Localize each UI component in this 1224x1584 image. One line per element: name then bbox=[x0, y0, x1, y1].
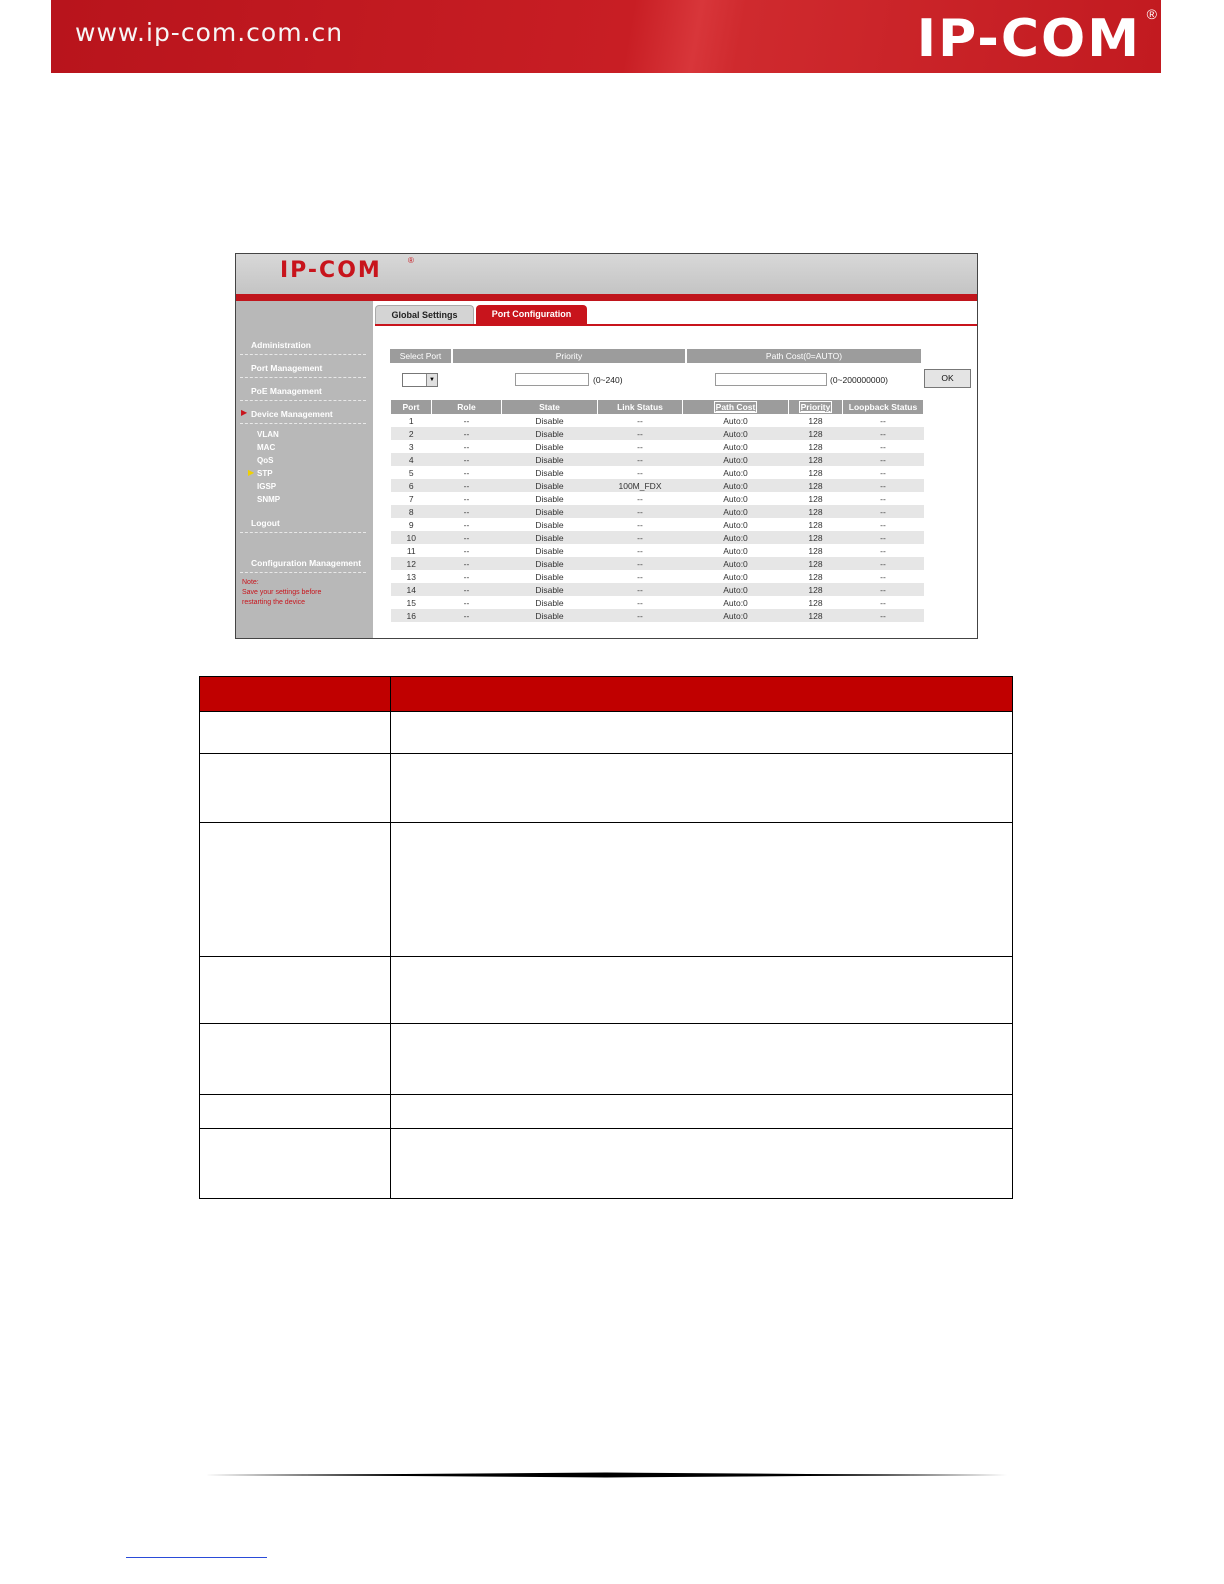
cell-port: 13 bbox=[406, 571, 416, 582]
sidebar-sub-snmp[interactable]: SNMP bbox=[257, 495, 281, 504]
cell-loopback-status: -- bbox=[880, 415, 886, 426]
divider bbox=[240, 377, 366, 378]
cell-link-status: -- bbox=[637, 545, 643, 556]
cell-state: Disable bbox=[535, 597, 564, 608]
cell-link-status: -- bbox=[637, 597, 643, 608]
cell-priority: 128 bbox=[808, 545, 823, 556]
cell-state: Disable bbox=[535, 415, 564, 426]
cell-state: Disable bbox=[502, 427, 598, 440]
cell-port: 12 bbox=[391, 557, 432, 570]
table-row bbox=[391, 505, 924, 518]
path-cost-input[interactable] bbox=[715, 373, 827, 386]
description-cell bbox=[200, 1024, 391, 1095]
cell-link-status: -- bbox=[598, 427, 683, 440]
cell-loopback-status: -- bbox=[880, 493, 886, 504]
cell-state: Disable bbox=[502, 453, 598, 466]
cell-priority: 128 bbox=[789, 479, 843, 492]
cell-link-status: -- bbox=[637, 441, 643, 452]
description-cell bbox=[391, 712, 1013, 754]
divider bbox=[240, 400, 366, 401]
cell-role: -- bbox=[463, 415, 470, 426]
cell-role: -- bbox=[463, 545, 470, 556]
cell-state: Disable bbox=[502, 583, 598, 596]
cell-loopback-status: -- bbox=[843, 531, 924, 544]
description-cell bbox=[200, 712, 391, 754]
cell-loopback-status: -- bbox=[880, 519, 886, 530]
cell-state: Disable bbox=[535, 571, 564, 582]
sidebar bbox=[236, 301, 373, 638]
cell-path-cost: Auto:0 bbox=[723, 545, 748, 556]
cell-path-cost: Auto:0 bbox=[723, 441, 748, 452]
cell-path-cost: Auto:0 bbox=[723, 571, 748, 582]
cell-link-status: -- bbox=[598, 609, 683, 622]
table-row bbox=[391, 414, 924, 427]
divider bbox=[240, 354, 366, 355]
cell-port: 7 bbox=[408, 493, 414, 504]
cell-loopback-status: -- bbox=[843, 453, 924, 466]
cell-loopback-status: -- bbox=[880, 441, 886, 452]
cell-role: -- bbox=[463, 519, 470, 530]
cell-role: -- bbox=[432, 557, 502, 570]
cell-port: 5 bbox=[408, 467, 414, 478]
cell-port: 11 bbox=[406, 545, 416, 556]
cell-link-status: -- bbox=[598, 453, 683, 466]
cell-path-cost: Auto:0 bbox=[723, 467, 748, 478]
cell-priority: 128 bbox=[789, 609, 843, 622]
path-cost-header: Path Cost(0=AUTO) bbox=[687, 349, 921, 363]
cell-priority: 128 bbox=[808, 493, 823, 504]
note-line: restarting the device bbox=[242, 599, 306, 606]
cell-role: -- bbox=[463, 493, 470, 504]
cell-role: -- bbox=[463, 597, 470, 608]
table-row bbox=[391, 596, 924, 609]
cell-path-cost: Auto:0 bbox=[683, 609, 789, 622]
table-row bbox=[391, 492, 924, 505]
table-row bbox=[391, 557, 924, 570]
ui-header bbox=[236, 254, 977, 294]
table-row bbox=[391, 440, 924, 453]
description-cell bbox=[200, 957, 391, 1024]
table-row bbox=[391, 466, 924, 479]
cell-port: 15 bbox=[406, 597, 416, 608]
sidebar-sub-qos[interactable]: QoS bbox=[257, 456, 274, 465]
select-port-header: Select Port bbox=[390, 349, 451, 363]
table-row bbox=[391, 479, 924, 492]
description-row bbox=[200, 1129, 1013, 1199]
divider bbox=[240, 423, 366, 424]
table-row bbox=[391, 544, 924, 557]
cell-state: Disable bbox=[502, 479, 598, 492]
priority-header: Priority bbox=[453, 349, 685, 363]
cell-state: Disable bbox=[535, 519, 564, 530]
sidebar-sub-igsp[interactable]: IGSP bbox=[257, 482, 277, 491]
cell-loopback-status: -- bbox=[843, 427, 924, 440]
cell-path-cost: Auto:0 bbox=[683, 583, 789, 596]
cell-role: -- bbox=[432, 453, 502, 466]
description-cell bbox=[200, 1129, 391, 1199]
divider bbox=[240, 572, 366, 573]
stp-port-config-screenshot bbox=[235, 253, 978, 639]
cell-priority: 128 bbox=[808, 597, 823, 608]
cell-priority: 128 bbox=[789, 557, 843, 570]
cell-priority: 128 bbox=[808, 415, 823, 426]
brand-logo: IP-COM bbox=[916, 9, 1141, 69]
description-cell bbox=[391, 754, 1013, 823]
cell-priority: 128 bbox=[808, 441, 823, 452]
description-cell bbox=[200, 754, 391, 823]
description-cell bbox=[200, 1095, 391, 1129]
tab-underline bbox=[375, 324, 977, 326]
column-header-role: Role bbox=[432, 400, 502, 414]
cell-port: 2 bbox=[391, 427, 432, 440]
cell-loopback-status: -- bbox=[843, 557, 924, 570]
registered-mark: ® bbox=[1146, 6, 1157, 22]
cell-path-cost: Auto:0 bbox=[723, 493, 748, 504]
cell-loopback-status: -- bbox=[880, 597, 886, 608]
cell-role: -- bbox=[463, 571, 470, 582]
cell-link-status: -- bbox=[598, 505, 683, 518]
cell-port: 14 bbox=[391, 583, 432, 596]
description-cell bbox=[391, 823, 1013, 957]
sidebar-item-poe-management[interactable]: PoE Management bbox=[251, 386, 322, 396]
sidebar-sub-vlan[interactable]: VLAN bbox=[257, 430, 279, 439]
sidebar-sub-stp[interactable]: STP bbox=[257, 469, 273, 478]
sidebar-item-configuration-management[interactable]: Configuration Management bbox=[251, 558, 362, 568]
cell-role: -- bbox=[432, 505, 502, 518]
cell-path-cost: Auto:0 bbox=[683, 453, 789, 466]
description-cell bbox=[391, 957, 1013, 1024]
description-cell bbox=[391, 1129, 1013, 1199]
description-row bbox=[200, 957, 1013, 1024]
cell-path-cost: Auto:0 bbox=[723, 415, 748, 426]
footer-link-underline[interactable] bbox=[126, 1557, 267, 1558]
column-header-path-cost[interactable] bbox=[683, 400, 789, 414]
cell-priority: 128 bbox=[808, 467, 823, 478]
column-header-port: Port bbox=[391, 400, 432, 414]
description-row bbox=[200, 712, 1013, 754]
description-table bbox=[199, 676, 1013, 1199]
description-row bbox=[200, 1095, 1013, 1129]
cell-port: 1 bbox=[408, 415, 414, 426]
cell-path-cost: Auto:0 bbox=[723, 519, 748, 530]
cell-state: Disable bbox=[535, 467, 564, 478]
column-header-link-status: Link Status bbox=[598, 400, 683, 414]
cell-role: -- bbox=[432, 531, 502, 544]
cell-path-cost: Auto:0 bbox=[723, 597, 748, 608]
cell-path-cost: Auto:0 bbox=[683, 427, 789, 440]
table-row bbox=[391, 453, 924, 466]
cell-path-cost: Auto:0 bbox=[683, 531, 789, 544]
cell-loopback-status: -- bbox=[880, 467, 886, 478]
table-row bbox=[391, 518, 924, 531]
cell-state: Disable bbox=[535, 441, 564, 452]
table-row bbox=[391, 609, 924, 622]
cell-link-status: -- bbox=[598, 583, 683, 596]
description-header-cell bbox=[391, 677, 1013, 712]
sidebar-sub-mac[interactable]: MAC bbox=[257, 443, 276, 452]
cell-state: Disable bbox=[535, 493, 564, 504]
cell-role: -- bbox=[432, 479, 502, 492]
cell-loopback-status: -- bbox=[843, 583, 924, 596]
note-line: Save your settings before bbox=[242, 589, 322, 596]
select-port-dropdown[interactable] bbox=[402, 373, 438, 387]
note-title: Note: bbox=[242, 579, 259, 586]
chevron-down-icon[interactable]: ▼ bbox=[426, 374, 437, 386]
cell-loopback-status: -- bbox=[843, 505, 924, 518]
sort-link-path-cost[interactable]: Path Cost bbox=[715, 402, 756, 412]
table-row bbox=[391, 427, 924, 440]
column-header-state: State bbox=[502, 400, 598, 414]
cell-role: -- bbox=[432, 427, 502, 440]
table-row bbox=[391, 570, 924, 583]
table-row bbox=[391, 531, 924, 544]
cell-state: Disable bbox=[502, 609, 598, 622]
cell-role: -- bbox=[432, 609, 502, 622]
active-arrow-icon: ▶ bbox=[241, 408, 248, 417]
cell-port: 6 bbox=[391, 479, 432, 492]
cell-port: 9 bbox=[408, 519, 414, 530]
cell-state: Disable bbox=[535, 545, 564, 556]
cell-path-cost: Auto:0 bbox=[683, 479, 789, 492]
cell-port: 8 bbox=[391, 505, 432, 518]
cell-loopback-status: -- bbox=[843, 609, 924, 622]
sidebar-item-logout[interactable]: Logout bbox=[251, 518, 280, 528]
divider bbox=[240, 532, 366, 533]
description-row bbox=[200, 1024, 1013, 1095]
path-cost-range: (0~200000000) bbox=[830, 375, 888, 385]
cell-link-status: -- bbox=[598, 531, 683, 544]
tab-port-configuration[interactable]: Port Configuration bbox=[476, 305, 587, 324]
ok-button[interactable]: OK bbox=[924, 369, 971, 388]
banner-url: www.ip-com.com.cn bbox=[75, 18, 344, 47]
sidebar-item-administration[interactable]: Administration bbox=[251, 340, 311, 350]
cell-role: -- bbox=[432, 583, 502, 596]
cell-priority: 128 bbox=[789, 427, 843, 440]
description-row bbox=[200, 754, 1013, 823]
page-banner bbox=[51, 0, 1161, 73]
cell-priority: 128 bbox=[789, 453, 843, 466]
sort-link-priority[interactable]: Priority bbox=[800, 402, 831, 412]
cell-link-status: -- bbox=[637, 415, 643, 426]
cell-priority: 128 bbox=[808, 571, 823, 582]
description-header-row bbox=[200, 677, 1013, 712]
cell-state: Disable bbox=[502, 531, 598, 544]
sidebar-item-port-management[interactable]: Port Management bbox=[251, 363, 323, 373]
cell-priority: 128 bbox=[789, 583, 843, 596]
cell-loopback-status: -- bbox=[880, 571, 886, 582]
ui-logo: IP-COM bbox=[280, 258, 382, 283]
cell-loopback-status: -- bbox=[843, 479, 924, 492]
cell-link-status: -- bbox=[598, 557, 683, 570]
cell-link-status: -- bbox=[637, 493, 643, 504]
sidebar-item-device-management[interactable]: Device Management bbox=[251, 409, 333, 419]
port-rows bbox=[391, 414, 924, 622]
cell-role: -- bbox=[463, 467, 470, 478]
cell-path-cost: Auto:0 bbox=[683, 557, 789, 570]
cell-link-status: -- bbox=[637, 519, 643, 530]
cell-link-status: 100M_FDX bbox=[598, 479, 683, 492]
column-header-loopback-status: Loopback Status bbox=[843, 400, 924, 414]
cell-state: Disable bbox=[502, 505, 598, 518]
cell-priority: 128 bbox=[808, 519, 823, 530]
ui-registered-mark: ® bbox=[408, 256, 414, 265]
table-row bbox=[391, 583, 924, 596]
description-row bbox=[200, 823, 1013, 957]
cell-link-status: -- bbox=[637, 467, 643, 478]
description-cell bbox=[200, 823, 391, 957]
footer-rule bbox=[205, 1472, 1007, 1478]
cell-port: 10 bbox=[391, 531, 432, 544]
cell-state: Disable bbox=[502, 557, 598, 570]
cell-port: 3 bbox=[408, 441, 414, 452]
description-header-cell bbox=[200, 677, 391, 712]
cell-priority: 128 bbox=[789, 505, 843, 518]
description-cell bbox=[391, 1095, 1013, 1129]
cell-link-status: -- bbox=[637, 571, 643, 582]
tab-global-settings[interactable]: Global Settings bbox=[375, 305, 474, 325]
column-header-priority[interactable] bbox=[789, 400, 843, 414]
ui-header-bar bbox=[236, 294, 977, 301]
priority-range: (0~240) bbox=[593, 375, 623, 385]
description-cell bbox=[391, 1024, 1013, 1095]
cell-path-cost: Auto:0 bbox=[683, 505, 789, 518]
priority-input[interactable] bbox=[515, 373, 589, 386]
cell-priority: 128 bbox=[789, 531, 843, 544]
cell-port: 16 bbox=[391, 609, 432, 622]
cell-loopback-status: -- bbox=[880, 545, 886, 556]
cell-port: 4 bbox=[391, 453, 432, 466]
cell-role: -- bbox=[463, 441, 470, 452]
current-arrow-icon: ▶ bbox=[248, 468, 255, 477]
port-status-table bbox=[391, 400, 924, 622]
